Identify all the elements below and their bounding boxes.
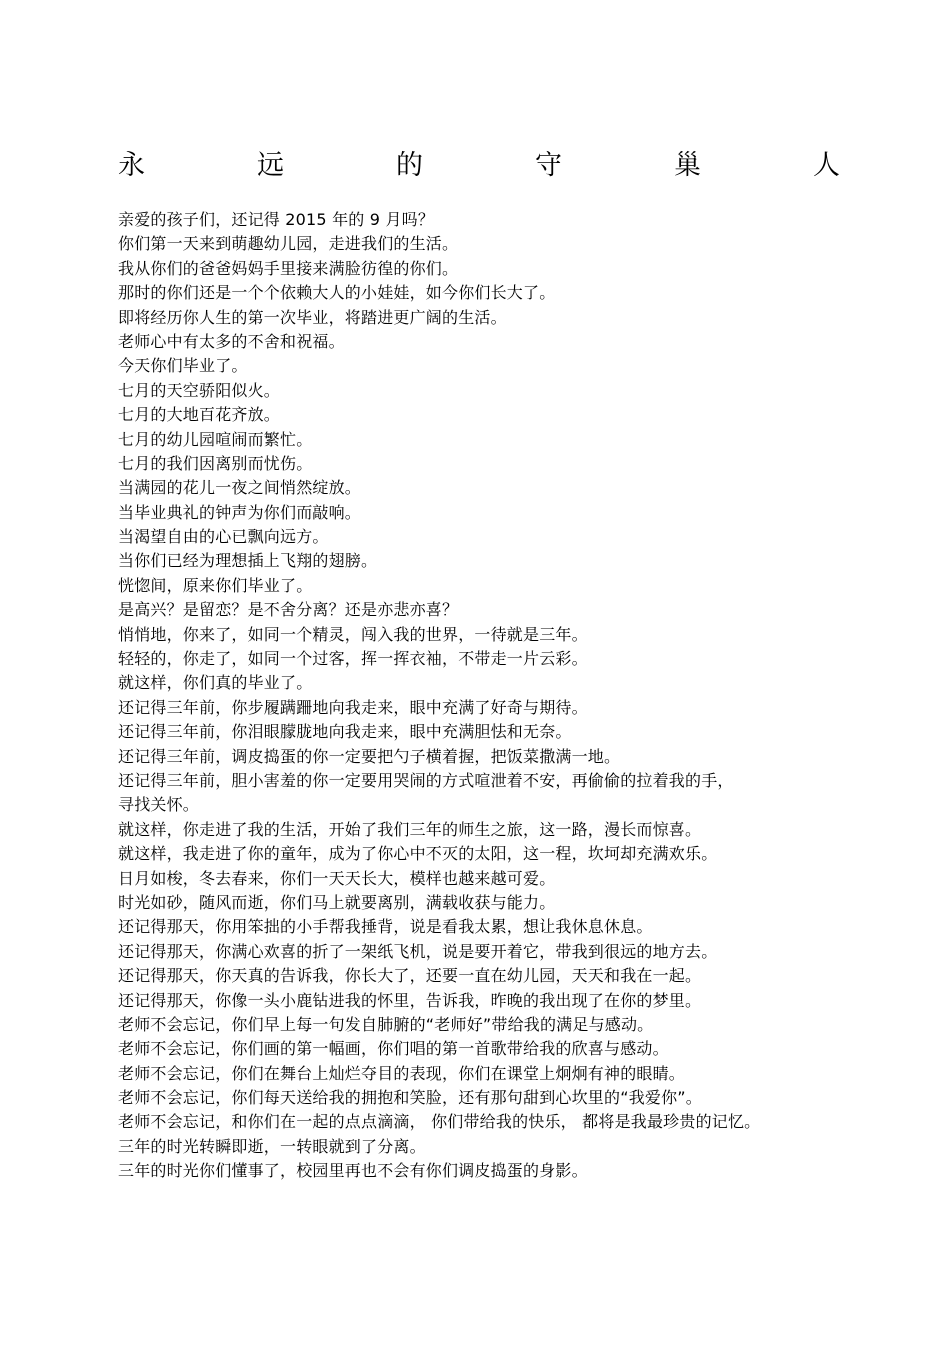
text-line: 当渴望自由的心已飘向远方。 [118, 527, 329, 547]
text-line: 还记得那天，你用笨拙的小手帮我捶背，说是看我太累，想让我休息休息。 [118, 917, 653, 937]
text-line: 七月的大地百花齐放。 [118, 405, 281, 425]
text-line: 老师不会忘记，你们每天送给我的拥抱和笑脸，还有那句甜到心坎里的“我爱你”。 [118, 1088, 702, 1108]
text-line: 时光如砂，随风而逝，你们马上就要离别，满载收获与能力。 [118, 892, 556, 912]
text-line: 还记得那天，你满心欢喜的折了一架纸飞机，说是要开着它，带我到很远的地方去。 [118, 941, 718, 961]
text-line: 你们第一天来到萌趣幼儿园，走进我们的生活。 [118, 234, 459, 254]
text-line: 老师心中有太多的不舍和祝福。 [118, 331, 345, 351]
text-line: 还记得三年前，你泪眼朦胧地向我走来，眼中充满胆怯和无奈。 [118, 722, 572, 742]
text-line: 就这样，你走进了我的生活，开始了我们三年的师生之旅，这一路，漫长而惊喜。 [118, 819, 702, 839]
text-line: 老师不会忘记，和你们在一起的点点滴滴， 你们带给我的快乐， 都将是我最珍贵的记忆。 [118, 1112, 761, 1132]
text-line: 七月的我们因离别而忧伤。 [118, 453, 313, 473]
text-line: 当你们已经为理想插上飞翔的翅膀。 [118, 551, 378, 571]
document-title [118, 146, 840, 186]
text-line: 老师不会忘记，你们早上每一句发自肺腑的“老师好”带给我的满足与感动。 [118, 1014, 654, 1034]
text-line: 轻轻的，你走了，如同一个过客，挥一挥衣袖，不带走一片云彩。 [118, 649, 588, 669]
text-line: 老师不会忘记，你们在舞台上灿烂夺目的表现，你们在课堂上炯炯有神的眼睛。 [118, 1063, 686, 1083]
document-body [118, 208, 838, 1184]
text-line: 还记得那天，你像一头小鹿钻进我的怀里，告诉我，昨晚的我出现了在你的梦里。 [118, 990, 702, 1010]
text-line: 今天你们毕业了。 [118, 356, 248, 376]
text-line: 三年的时光你们懂事了，校园里再也不会有你们调皮捣蛋的身影。 [118, 1161, 588, 1181]
text-line: 七月的幼儿园喧闹而繁忙。 [118, 429, 313, 449]
text-line: 还记得三年前，你步履蹒跚地向我走来，眼中充满了好奇与期待。 [118, 697, 588, 717]
text-line: 还记得那天，你天真的告诉我，你长大了，还要一直在幼儿园，天天和我在一起。 [118, 966, 702, 986]
text-line: 三年的时光转瞬即逝，一转眼就到了分离。 [118, 1136, 426, 1156]
text-line: 还记得三年前，胆小害羞的你一定要用哭闹的方式喧泄着不安，再偷偷的拉着我的手， [118, 770, 734, 790]
text-line: 当满园的花儿一夜之间悄然绽放。 [118, 478, 362, 498]
text-line: 寻找关怀。 [118, 795, 200, 815]
text-line: 悄悄地，你来了，如同一个精灵，闯入我的世界，一待就是三年。 [118, 624, 588, 644]
title-char: 人 [813, 150, 840, 181]
text-line: 当毕业典礼的钟声为你们而敲响。 [118, 502, 362, 522]
text-line: 还记得三年前，调皮捣蛋的你一定要把勺子横着握，把饭菜撒满一地。 [118, 746, 621, 766]
text-line: 那时的你们还是一个个依赖大人的小娃娃，如今你们长大了。 [118, 283, 556, 303]
text-line: 即将经历你人生的第一次毕业，将踏进更广阔的生活。 [118, 307, 507, 327]
text-line: 老师不会忘记，你们画的第一幅画，你们唱的第一首歌带给我的欣喜与感动。 [118, 1039, 669, 1059]
title-char: 的 [396, 150, 423, 181]
text-line: 就这样，我走进了你的童年，成为了你心中不灭的太阳，这一程，坎坷却充满欢乐。 [118, 844, 718, 864]
text-line: 就这样，你们真的毕业了。 [118, 673, 313, 693]
text-line: 七月的天空骄阳似火。 [118, 380, 281, 400]
title-char: 远 [257, 150, 284, 181]
title-char: 守 [535, 150, 562, 181]
text-line: 是高兴？是留恋？是不舍分离？还是亦悲亦喜？ [118, 600, 459, 620]
text-line: 恍惚间，原来你们毕业了。 [118, 575, 313, 595]
text-line: 我从你们的爸爸妈妈手里接来满脸彷徨的你们。 [118, 258, 459, 278]
title-char: 巢 [674, 150, 701, 181]
text-line: 亲爱的孩子们，还记得 2015 年的 9 月吗？ [118, 210, 435, 229]
title-char: 永 [118, 150, 145, 181]
text-line: 日月如梭，冬去春来，你们一天天长大，模样也越来越可爱。 [118, 868, 556, 888]
